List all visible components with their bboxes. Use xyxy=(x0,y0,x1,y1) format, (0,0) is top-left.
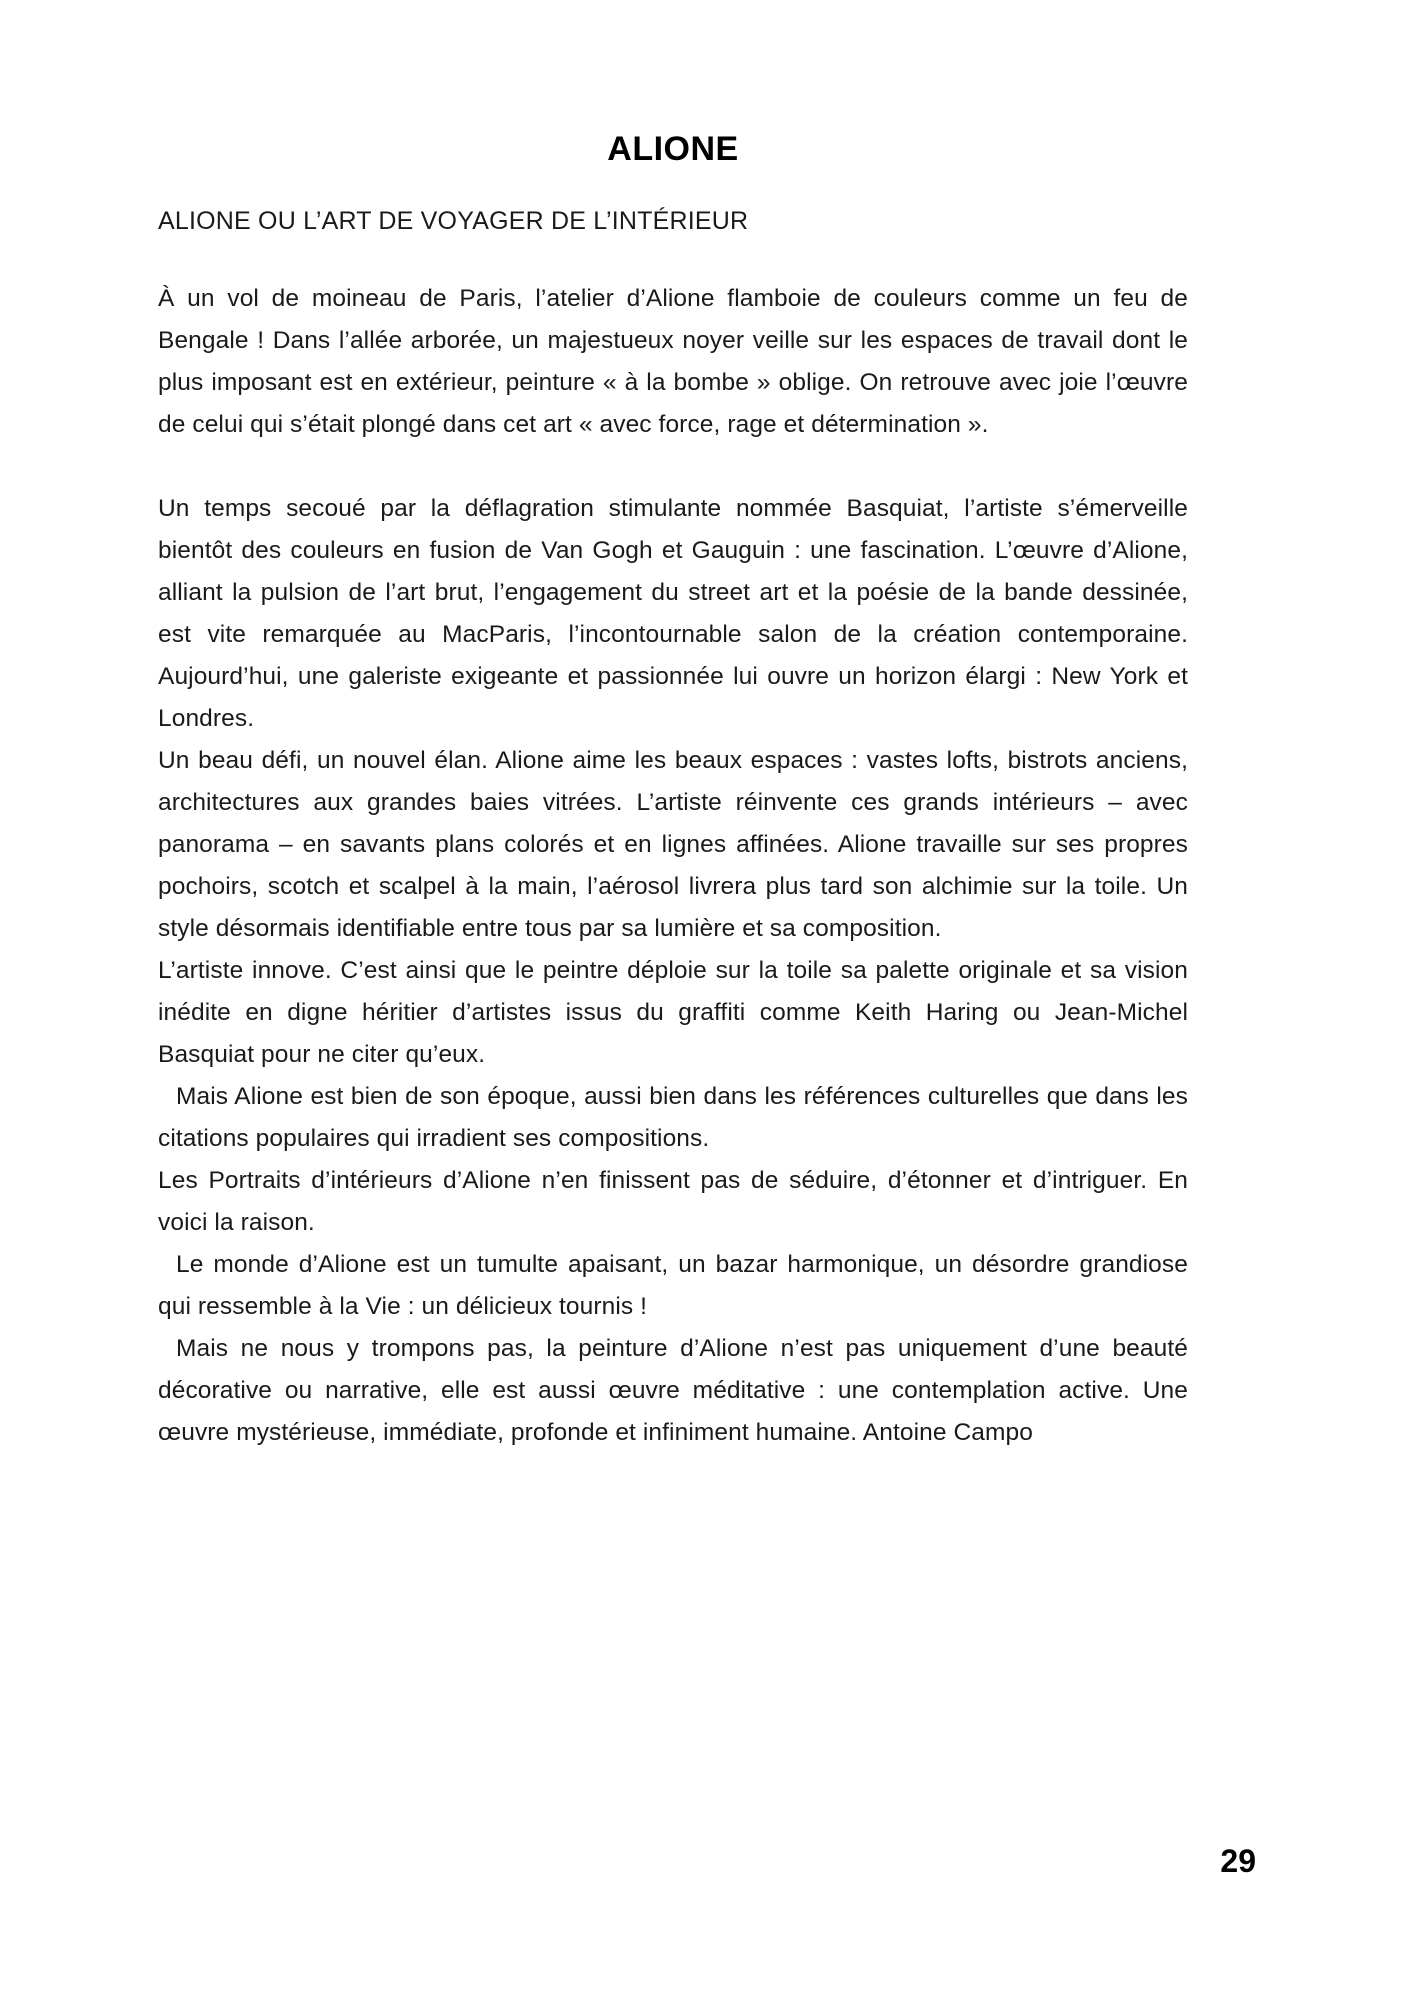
body-paragraph: À un vol de moineau de Paris, l’atelier d’Alione flamboie de couleurs comme un feu de Bengale ! Dans l’allée arborée, un majestueux noyer veille sur les espaces de travail dont le plus imposant est en extérieur, peinture « à la bombe » oblige. On retrouve avec joie l’œuvre de celui qui s’était plongé dans cet art « avec force, rage et détermination ». xyxy=(158,285,1188,438)
body-paragraph: Les Portraits d’intérieurs d’Alione n’en finissent pas de séduire, d’étonner et d’intriguer. En voici la raison. xyxy=(158,1167,1188,1236)
body-paragraph: Mais Alione est bien de son époque, aussi bien dans les références culturelles que dans les citations populaires qui irradient ses compositions. xyxy=(158,1083,1188,1152)
body-paragraph: L’artiste innove. C’est ainsi que le peintre déploie sur la toile sa palette originale et sa vision inédite en digne héritier d’artistes issus du graffiti comme Keith Haring ou Jean-Michel Basquiat pour ne citer qu’eux. xyxy=(158,957,1188,1068)
page-title: ALIONE xyxy=(607,130,739,168)
body-paragraph: Un beau défi, un nouvel élan. Alione aime les beaux espaces : vastes lofts, bistrots anciens, architectures aux grandes baies vitrées. L’artiste réinvente ces grands intérieurs – avec panorama – en savants plans colorés et en lignes affinées. Alione travaille sur ses propres pochoirs, scotch et scalpel à la main, l’aérosol livrera plus tard son alchimie sur la toile. Un style désormais identifiable entre tous par sa lumière et sa composition. xyxy=(158,747,1188,942)
body-paragraph: Mais ne nous y trompons pas, la peinture d’Alione n’est pas uniquement d’une beauté décorative ou narrative, elle est aussi œuvre méditative : une contemplation active. Une œuvre mystérieuse, immédiate, profonde et infiniment humaine. Antoine Campo xyxy=(158,1335,1188,1446)
page-number: 29 xyxy=(1220,1843,1256,1879)
body-paragraph: Le monde d’Alione est un tumulte apaisant, un bazar harmonique, un désordre grandiose qui ressemble à la Vie : un délicieux tournis ! xyxy=(158,1251,1188,1320)
body-paragraph: Un temps secoué par la déflagration stimulante nommée Basquiat, l’artiste s’émerveille bientôt des couleurs en fusion de Van Gogh et Gauguin : une fascination. L’œuvre d’Alione, alliant la pulsion de l’art brut, l’engagement du street art et la poésie de la bande dessinée, est vite remarquée au MacParis, l’incontournable salon de la création contemporaine. Aujourd’hui, une galeriste exigeante et passionnée lui ouvre un horizon élargi : New York et Londres. xyxy=(158,495,1188,732)
page-subtitle: ALIONE OU L’ART DE VOYAGER DE L’INTÉRIEUR xyxy=(158,207,749,235)
document-content xyxy=(158,130,1188,1454)
